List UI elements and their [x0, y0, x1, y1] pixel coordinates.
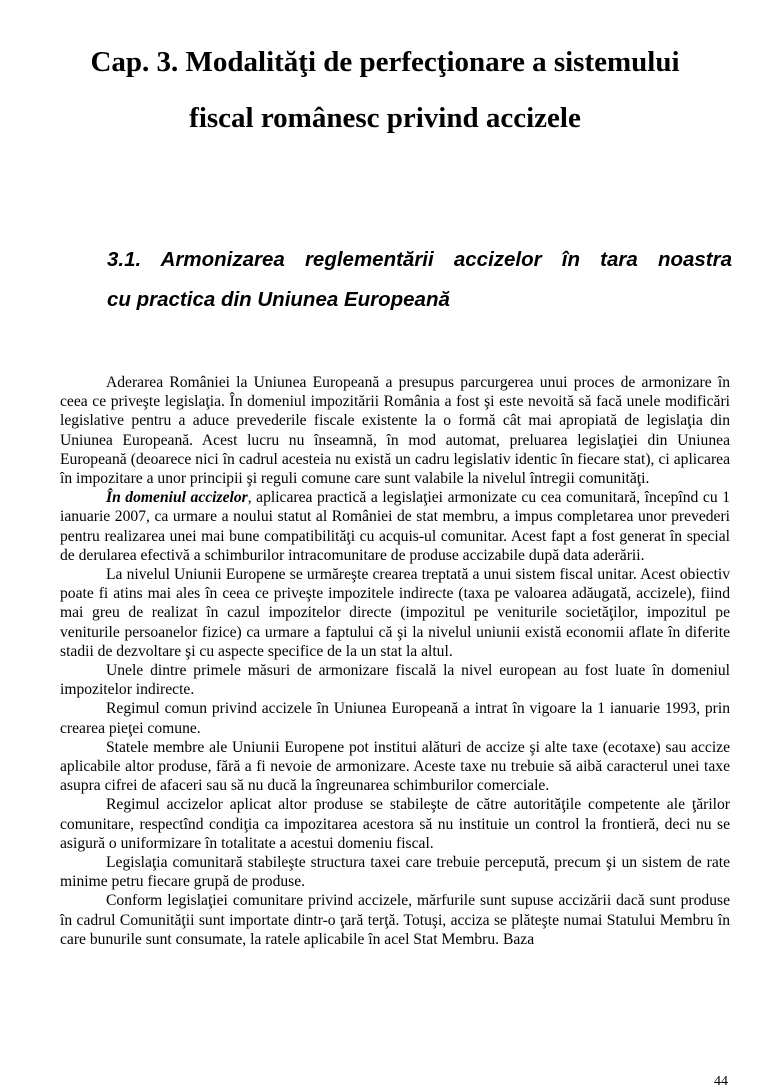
paragraph-4: Unele dintre primele măsuri de armonizare fiscală la nivel european au fost luate în domeniul impozitelor indirecte. — [60, 662, 730, 699]
paragraph-2-lead: În domeniul accizelor — [106, 489, 248, 507]
paragraph-2 — [60, 488, 730, 565]
paragraph-9: Conform legislaţiei comunitare privind accizele, mărfurile sunt supuse accizării dacă sunt produse în cadrul Comunităţii sunt importate dintr-o ţară terţă. Totuşi, acciza se plăteşte numai Statului Membru în care bunurile sunt consumate, la ratele aplicabile în acel Stat Membru. Baza — [60, 892, 730, 948]
body-text — [60, 373, 730, 949]
paragraph-6: Statele membre ale Uniunii Europene pot institui alături de accize şi alte taxe (ecotaxe) sau accize aplicabile altor produse, fără a fi nevoie de armonizare. Aceste taxe nu trebuie să aibă caracterul unei taxe asupra cifrei de afaceri sau să nu ducă la îngreunarea schimburilor comerciale. — [60, 738, 730, 795]
page-number: 44 — [714, 1074, 728, 1089]
paragraph-1: Aderarea României la Uniunea Europeană a presupus parcurgerea unui proces de armonizare în ceea ce priveşte legislaţia. În domeniul impozitării România a fost şi este nevoită să facă unele modificări legislative pentru a aduce prevederile fiscale existente la o formă cât mai apropiată de legislaţia din Uniunea Europeană. Acest lucru nu înseamnă, în mod automat, preluarea legislaţiei din Uniunea Europeană (deoarece nici în cadrul acesteia nu există un cadru legislativ identic în fiecare stat), ci aplicarea în impozitare a unor principii şi reguli comune care sunt valabile la nivelul întregii comunităţi. — [60, 374, 730, 488]
section-title — [107, 240, 732, 320]
chapter-title-line-1: Cap. 3. Modalităţi de perfecţionare a sistemului — [90, 46, 680, 78]
paragraph-8: Legislaţia comunitară stabileşte structura taxei care trebuie percepută, precum şi un sistem de rate minime petru fiecare grupă de produse. — [60, 854, 730, 891]
chapter-title — [40, 34, 730, 146]
section-title-line-2: cu practica din Uniunea Europeană — [107, 288, 450, 311]
chapter-title-line-2: fiscal românesc privind accizele — [189, 102, 581, 134]
paragraph-3: La nivelul Uniunii Europene se urmăreşte crearea treptată a unui sistem fiscal unitar. Acest obiectiv poate fi atins mai ales în ceea ce priveşte impozitele indirecte (taxa pe valoarea adăugată, accizele), fiind mai greu de realizat în cazul impozitelor directe (impozitul pe veniturile societăţilor, impozitul pe veniturile persoanelor fizice) ca urmare a faptului că şi la nivelul uniunii există economii aflate în diferite stadii de dezvoltare şi cu aspecte specifice de la un stat la altul. — [60, 566, 730, 660]
paragraph-2-rest: , aplicarea practică a legislaţiei armonizate cu cea comunitară, începînd cu 1 ianuarie 2007, ca urmare a noului statut al României de stat membru, a impus completarea unor prevederi pentru realizarea unei mai bune compatibilităţi cu acquis-ul comunitar. Acest fapt a fost generat în special de derularea efectivă a schimburilor intracomunitare de produse accizabile după data aderării. — [60, 489, 730, 564]
paragraph-7: Regimul accizelor aplicat altor produse se stabileşte de către autorităţile competente ale ţărilor comunitare, respectînd condiţia ca impozitarea acestora să nu instituie un control la frontieră, deci nu se asigură o uniformizare în totalitate a acestui domeniu fiscal. — [60, 796, 730, 852]
section-title-line-1: 3.1. Armonizarea reglementării accizelor în tara noastra — [107, 248, 732, 271]
paragraph-5: Regimul comun privind accizele în Uniunea Europeană a intrat în vigoare la 1 ianuarie 1993, prin crearea pieţei comune. — [60, 700, 730, 737]
